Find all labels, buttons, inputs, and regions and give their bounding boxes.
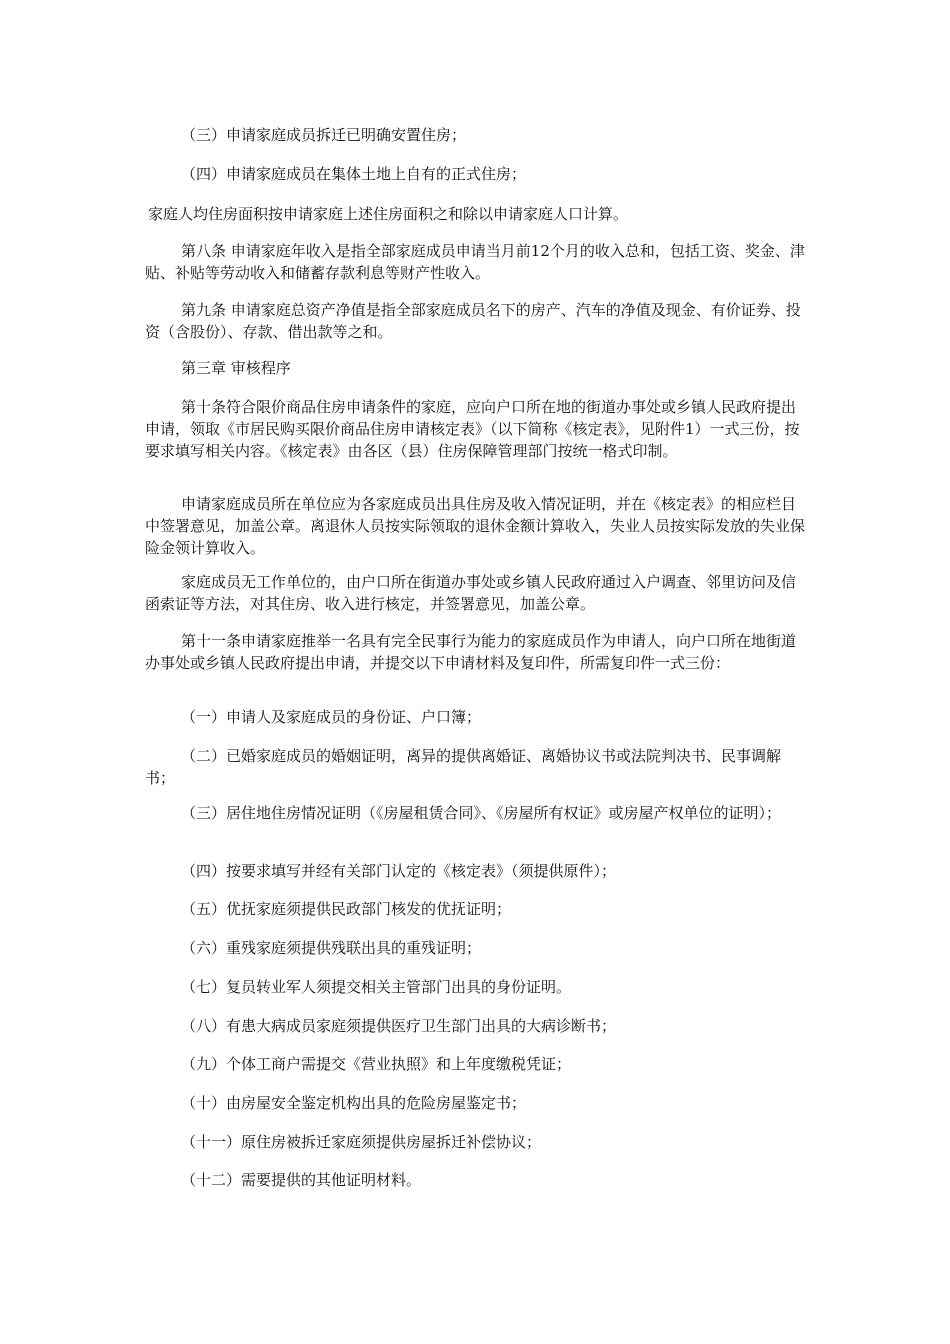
paragraph-per-capita-area: 家庭人均住房面积按申请家庭上述住房面积之和除以申请家庭人口计算。 xyxy=(148,205,629,223)
list-item-10: （十）由房屋安全鉴定机构出具的危险房屋鉴定书； xyxy=(181,1094,527,1112)
paragraph-unemployed-verification: 家庭成员无工作单位的，由户口所在街道办事处或乡镇人民政府通过入户调查、邻里访问及信函索证等方法，对其住房、收入进行核定，并签署意见，加盖公章。 xyxy=(145,573,797,613)
list-item-12: （十二）需要提供的其他证明材料。 xyxy=(181,1171,422,1189)
paragraph-article-10: 第十条符合限价商品住房申请条件的家庭，应向户口所在地的街道办事处或乡镇人民政府提出申请，领取《市居民购买限价商品住房申请核定表》（以下简称《核定表》，见附件1）一式三份，按要求填写相关内容。《核定表》由各区（县）住房保障管理部门按统一格式印制。 xyxy=(145,398,800,460)
list-item-4: （四）按要求填写并经有关部门认定的《核定表》（须提供原件）； xyxy=(181,862,617,880)
paragraph-item-3: （三）申请家庭成员拆迁已明确安置住房； xyxy=(181,126,467,144)
paragraph-item-4: （四）申请家庭成员在集体土地上自有的正式住房； xyxy=(181,165,527,183)
list-item-3: （三）居住地住房情况证明（《房屋租赁合同》、《房屋所有权证》或房屋产权单位的证明）； xyxy=(181,804,782,822)
list-item-7: （七）复员转业军人须提交相关主管部门出具的身份证明。 xyxy=(181,978,572,996)
paragraph-article-11: 第十一条申请家庭推举一名具有完全民事行为能力的家庭成员作为申请人，向户口所在地街道办事处或乡镇人民政府提出申请，并提交以下申请材料及复印件，所需复印件一式三份： xyxy=(145,632,797,672)
list-item-5: （五）优抚家庭须提供民政部门核发的优抚证明； xyxy=(181,900,512,918)
paragraph-article-8: 第八条 申请家庭年收入是指全部家庭成员申请当月前12个月的收入总和，包括工资、奖金、津贴、补贴等劳动收入和储蓄存款利息等财产性收入。 xyxy=(145,242,805,282)
chapter-heading: 第三章 审核程序 xyxy=(181,359,291,377)
list-item-2: （二）已婚家庭成员的婚姻证明，离异的提供离婚证、离婚协议书或法院判决书、民事调解书； xyxy=(145,747,782,787)
paragraph-employer-certification: 申请家庭成员所在单位应为各家庭成员出具住房及收入情况证明，并在《核定表》的相应栏目中签署意见，加盖公章。离退休人员按实际领取的退休金额计算收入，失业人员按实际发放的失业保险金领计算收入。 xyxy=(145,495,806,557)
list-item-1: （一）申请人及家庭成员的身份证、户口簿； xyxy=(181,708,482,726)
paragraph-article-9: 第九条 申请家庭总资产净值是指全部家庭成员名下的房产、汽车的净值及现金、有价证券、投资（含股份）、存款、借出款等之和。 xyxy=(145,301,801,341)
list-item-6: （六）重残家庭须提供残联出具的重残证明； xyxy=(181,939,482,957)
list-item-8: （八）有患大病成员家庭须提供医疗卫生部门出具的大病诊断书； xyxy=(181,1017,617,1035)
list-item-9: （九）个体工商户需提交《营业执照》和上年度缴税凭证； xyxy=(181,1055,572,1073)
list-item-11: （十一）原住房被拆迁家庭须提供房屋拆迁补偿协议； xyxy=(181,1133,542,1151)
